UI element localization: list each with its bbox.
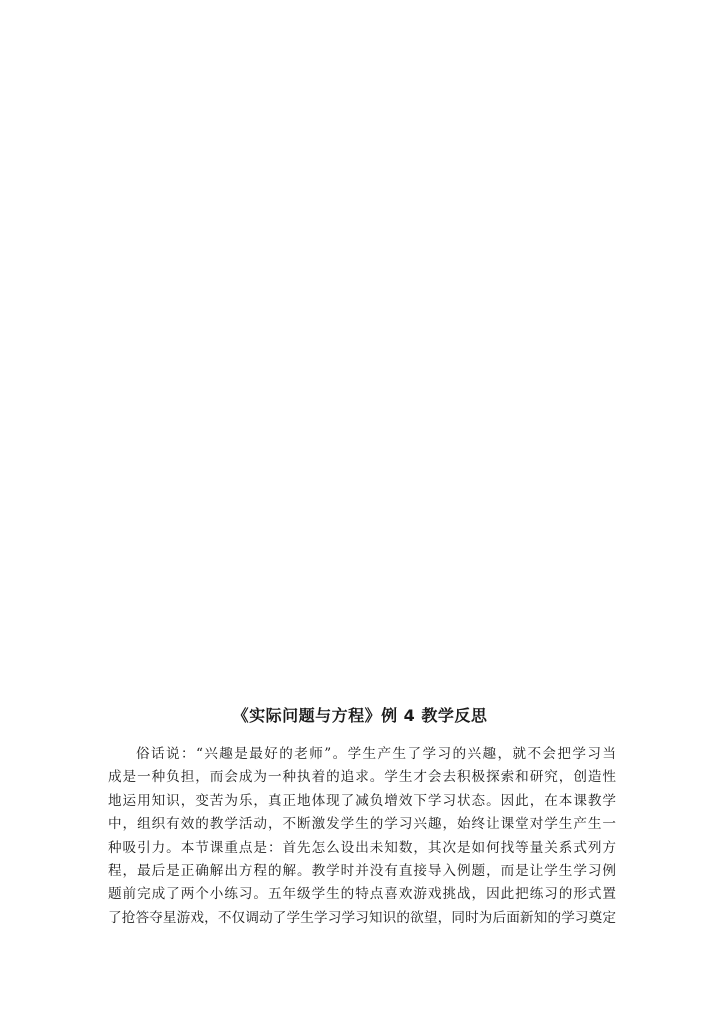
paragraph-line: 程，最后是正确解出方程的解。教学时并没有直接导入例题，而是让学生学习例: [108, 862, 616, 879]
document-title: 《实际问题与方程》例 4 教学反思: [232, 706, 488, 725]
paragraph-line: 成是一种负担，而会成为一种执着的追求。学生才会去积极探索和研究，创造性: [108, 769, 616, 786]
paragraph-line: 地运用知识，变苦为乐，真正地体现了减负增效下学习状态。因此，在本课教学: [108, 792, 616, 809]
paragraph-line: 种吸引力。本节课重点是：首先怎么设出未知数，其次是如何找等量关系式列方: [108, 839, 616, 856]
paragraph-line: 中，组织有效的教学活动，不断激发学生的学习兴趣，始终让课堂对学生产生一: [108, 816, 616, 833]
paragraph-line: 题前完成了两个小练习。五年级学生的特点喜欢游戏挑战，因此把练习的形式置: [108, 886, 616, 903]
paragraph-line: 俗话说：“兴趣是最好的老师”。学生产生了学习的兴趣，就不会把学习当: [136, 746, 616, 762]
paragraph-line: 了抢答夺星游戏，不仅调动了学生学习学习知识的欲望，同时为后面新知的学习奠定: [108, 909, 616, 926]
body-paragraph: [108, 743, 616, 930]
